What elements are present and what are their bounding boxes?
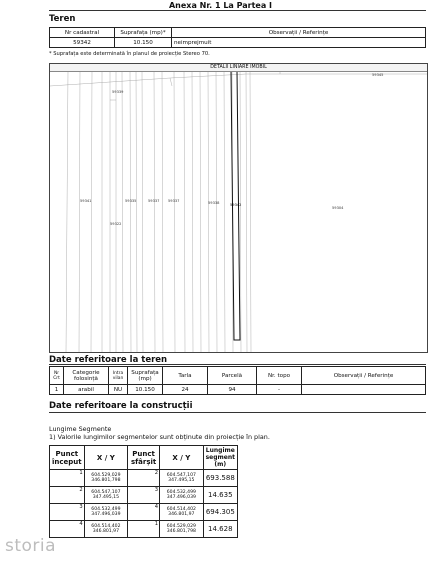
col-length: Lungime segment (m) — [203, 446, 237, 470]
cell-end: 1 — [128, 521, 160, 538]
cell-category: arabil — [64, 385, 109, 395]
table-row — [50, 470, 238, 487]
cadastral-table — [49, 27, 426, 48]
cell-end: 4 — [128, 504, 160, 521]
footnote: * Suprafața este determinată în planul de proiecție Stereo 70. — [49, 51, 210, 57]
teren-ref-heading: Date referitoare la teren — [49, 355, 168, 365]
cell-intravilan: NU — [109, 385, 128, 395]
cell-parcela: 94 — [208, 385, 257, 395]
cell-length: 693.588 — [203, 470, 237, 487]
parcel-label-59342: 59342 — [230, 203, 242, 207]
segments-table — [49, 445, 238, 538]
parcel-label-59341: 59341 — [80, 199, 92, 203]
cell-end-xy: 604.529,029 346.801,798 — [160, 521, 204, 538]
parcel-label-59338: 59338 — [208, 201, 220, 205]
annex-title: Anexa Nr. 1 La Partea I — [168, 1, 272, 10]
col-nr-topo: Nr. topo — [257, 367, 302, 385]
cell-nr: 1 — [50, 385, 64, 395]
parcel-label-59345: 59345 — [372, 73, 384, 77]
table-row — [50, 487, 238, 504]
col-nr-crt: Nr Crt — [50, 367, 64, 385]
cell-surface: 10.150 — [128, 385, 163, 395]
cell-nr-topo: - — [257, 385, 302, 395]
col-surface: Suprafața (mp)* — [115, 28, 172, 38]
storia-watermark: storia — [5, 536, 57, 556]
cell-start-xy: 604.547,107 347.495,15 — [84, 487, 128, 504]
segments-heading: Lungime Segmente — [49, 425, 112, 433]
cell-start: 1 — [50, 470, 85, 487]
cell-start-xy: 604.514,402 346.801,97 — [84, 521, 128, 538]
segments-note: 1) Valorile lungimilor segmentelor sunt obținute din proiecție în plan. — [49, 433, 270, 441]
parcel-label-59322: 59322 — [110, 222, 122, 226]
cell-length: 694.305 — [203, 504, 237, 521]
divider — [49, 10, 426, 11]
constructii-heading: Date referitoare la construcții — [49, 401, 193, 411]
col-end-xy: X / Y — [160, 446, 204, 470]
cell-end-xy: 604.532,499 347.496,039 — [160, 487, 204, 504]
cell-observations: neimprejmuit — [172, 38, 426, 48]
cell-end: 3 — [128, 487, 160, 504]
divider — [49, 364, 426, 365]
cell-tarla: 24 — [163, 385, 208, 395]
col-tarla: Tarla — [163, 367, 208, 385]
cell-start: 4 — [50, 521, 85, 538]
parcel-label-59304: 59304 — [332, 206, 344, 210]
col-surface: Suprafața (mp) — [128, 367, 163, 385]
parcel-label-59337: 59337 — [148, 199, 160, 203]
cell-end: 2 — [128, 470, 160, 487]
col-intravilan: Intra vilan — [109, 367, 128, 385]
teren-heading: Teren — [49, 14, 76, 24]
col-cadastral: Nr cadastral — [50, 28, 115, 38]
col-start-xy: X / Y — [84, 446, 128, 470]
col-observations: Observații / Referințe — [172, 28, 426, 38]
parcel-map — [49, 63, 428, 353]
col-parcela: Parcelă — [208, 367, 257, 385]
parcel-label-59335: 59335 — [125, 199, 137, 203]
col-start-point: Punct început — [50, 446, 85, 470]
col-category: Categorie folosință — [64, 367, 109, 385]
cell-cadastral: 59342 — [50, 38, 115, 48]
cell-end-xy: 604.514,402 346.801,97 — [160, 504, 204, 521]
cell-start-xy: 604.529,029 346.801,798 — [84, 470, 128, 487]
col-observations: Observații / Referințe — [302, 367, 426, 385]
parcel-label-59339: 59339 — [112, 90, 124, 94]
cell-start: 3 — [50, 504, 85, 521]
map-title: DETALII LINIARE IMOBIL — [50, 64, 427, 72]
cell-end-xy: 604.547,107 347.495,15 — [160, 470, 204, 487]
teren-table — [49, 366, 426, 395]
cell-start: 2 — [50, 487, 85, 504]
cell-start-xy: 604.532,499 347.496,039 — [84, 504, 128, 521]
table-row — [50, 521, 238, 538]
cell-length: 14.628 — [203, 521, 237, 538]
cell-length: 14.635 — [203, 487, 237, 504]
table-row — [50, 504, 238, 521]
parcel-map-drawing — [50, 64, 427, 352]
cell-observations — [302, 385, 426, 395]
cell-surface: 10.150 — [115, 38, 172, 48]
parcel-label-59337b: 59337 — [168, 199, 180, 203]
divider — [49, 412, 426, 413]
col-end-point: Punct sfârșit — [128, 446, 160, 470]
